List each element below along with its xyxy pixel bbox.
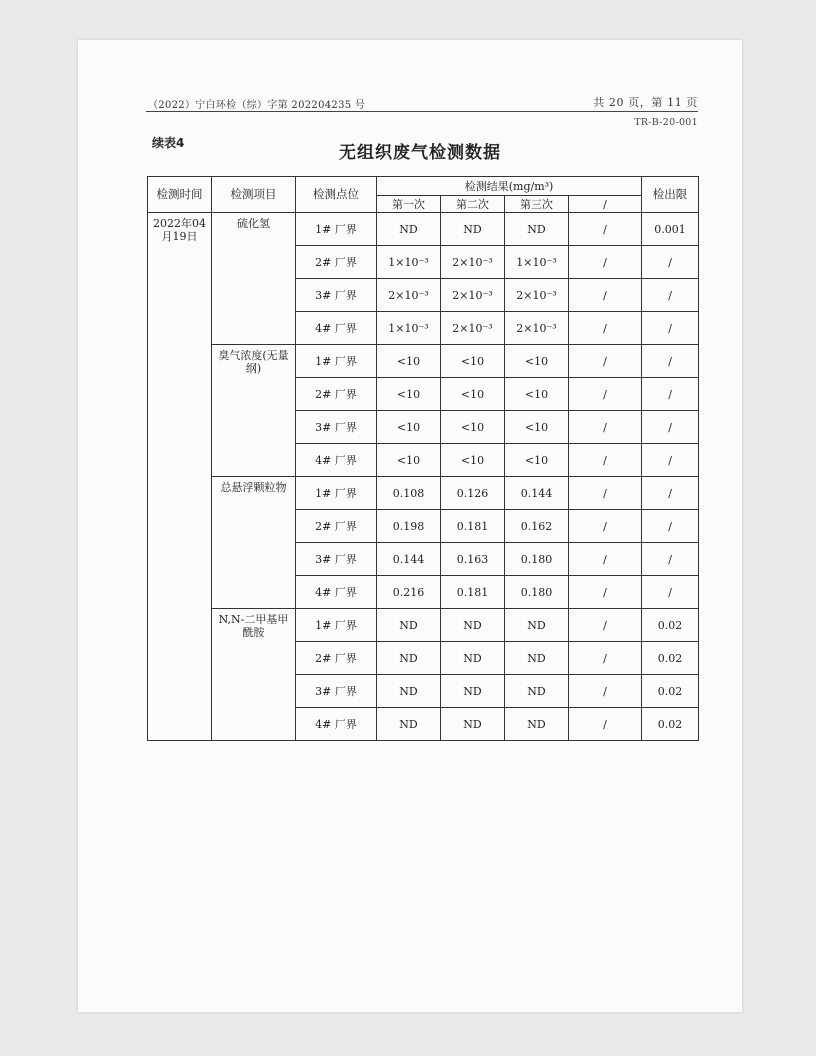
extra-cell: /	[569, 444, 642, 477]
value-cell: ND	[441, 609, 505, 642]
value-cell: 2×10⁻³	[505, 312, 569, 345]
value-cell: <10	[377, 411, 441, 444]
value-cell: 0.181	[441, 576, 505, 609]
table-row	[148, 345, 699, 378]
extra-cell: /	[569, 543, 642, 576]
extra-cell: /	[569, 345, 642, 378]
value-cell: <10	[377, 378, 441, 411]
item-cell: N,N-二甲基甲酰胺	[212, 609, 296, 741]
value-cell: 0.108	[377, 477, 441, 510]
document-code: TR-B-20-001	[634, 117, 698, 128]
value-cell: <10	[505, 345, 569, 378]
value-cell: ND	[377, 675, 441, 708]
extra-cell: /	[569, 312, 642, 345]
value-cell: <10	[505, 444, 569, 477]
header-point: 检测点位	[296, 177, 377, 213]
limit-cell: /	[642, 246, 699, 279]
extra-cell: /	[569, 378, 642, 411]
continuation-label: 续表4	[152, 136, 185, 150]
emission-data-table	[147, 176, 699, 741]
point-cell: 1# 厂界	[296, 477, 377, 510]
extra-cell: /	[569, 477, 642, 510]
extra-cell: /	[569, 609, 642, 642]
extra-cell: /	[569, 279, 642, 312]
point-cell: 2# 厂界	[296, 510, 377, 543]
header-time: 检测时间	[148, 177, 212, 213]
extra-cell: /	[569, 708, 642, 741]
value-cell: 0.144	[377, 543, 441, 576]
value-cell: <10	[441, 411, 505, 444]
item-cell: 臭气浓度(无量纲)	[212, 345, 296, 477]
value-cell: 0.126	[441, 477, 505, 510]
point-cell: 3# 厂界	[296, 279, 377, 312]
limit-cell: 0.02	[642, 609, 699, 642]
value-cell: ND	[377, 609, 441, 642]
limit-cell: 0.02	[642, 675, 699, 708]
header-item: 检测项目	[212, 177, 296, 213]
point-cell: 4# 厂界	[296, 444, 377, 477]
point-cell: 4# 厂界	[296, 312, 377, 345]
extra-cell: /	[569, 675, 642, 708]
extra-cell: /	[569, 411, 642, 444]
header-blank: /	[569, 196, 642, 213]
point-cell: 1# 厂界	[296, 609, 377, 642]
value-cell: 1×10⁻³	[505, 246, 569, 279]
value-cell: 2×10⁻³	[377, 279, 441, 312]
value-cell: ND	[441, 642, 505, 675]
header-rule	[146, 111, 698, 112]
value-cell: ND	[505, 609, 569, 642]
value-cell: <10	[505, 378, 569, 411]
value-cell: 0.198	[377, 510, 441, 543]
header-third: 第三次	[505, 196, 569, 213]
value-cell: <10	[377, 444, 441, 477]
header-second: 第二次	[441, 196, 505, 213]
report-number: （2022）宁白环检（综）字第 202204235 号	[148, 100, 366, 111]
extra-cell: /	[569, 576, 642, 609]
item-cell: 硫化氢	[212, 213, 296, 345]
extra-cell: /	[569, 642, 642, 675]
table-row	[148, 213, 699, 246]
value-cell: 2×10⁻³	[441, 312, 505, 345]
limit-cell: /	[642, 510, 699, 543]
limit-cell: /	[642, 378, 699, 411]
value-cell: 2×10⁻³	[505, 279, 569, 312]
header-limit: 检出限	[642, 177, 699, 213]
value-cell: 2×10⁻³	[441, 279, 505, 312]
value-cell: ND	[377, 708, 441, 741]
value-cell: 0.180	[505, 576, 569, 609]
value-cell: 1×10⁻³	[377, 246, 441, 279]
extra-cell: /	[569, 246, 642, 279]
point-cell: 1# 厂界	[296, 345, 377, 378]
point-cell: 4# 厂界	[296, 576, 377, 609]
limit-cell: /	[642, 543, 699, 576]
header-result: 检测结果(mg/m³)	[377, 177, 642, 196]
value-cell: <10	[441, 378, 505, 411]
value-cell: ND	[377, 642, 441, 675]
value-cell: ND	[505, 213, 569, 246]
point-cell: 3# 厂界	[296, 675, 377, 708]
point-cell: 2# 厂界	[296, 642, 377, 675]
limit-cell: /	[642, 312, 699, 345]
value-cell: ND	[377, 213, 441, 246]
value-cell: ND	[505, 708, 569, 741]
extra-cell: /	[569, 510, 642, 543]
value-cell: <10	[505, 411, 569, 444]
point-cell: 3# 厂界	[296, 543, 377, 576]
item-cell: 总悬浮颗粒物	[212, 477, 296, 609]
header-first: 第一次	[377, 196, 441, 213]
limit-cell: 0.001	[642, 213, 699, 246]
limit-cell: /	[642, 477, 699, 510]
value-cell: ND	[441, 708, 505, 741]
value-cell: <10	[441, 345, 505, 378]
value-cell: 0.163	[441, 543, 505, 576]
point-cell: 1# 厂界	[296, 213, 377, 246]
value-cell: ND	[441, 213, 505, 246]
limit-cell: /	[642, 576, 699, 609]
value-cell: ND	[441, 675, 505, 708]
value-cell: 1×10⁻³	[377, 312, 441, 345]
table-row	[148, 477, 699, 510]
limit-cell: /	[642, 444, 699, 477]
value-cell: ND	[505, 675, 569, 708]
value-cell: <10	[441, 444, 505, 477]
value-cell: <10	[377, 345, 441, 378]
date-cell: 2022年04月19日	[148, 213, 212, 741]
point-cell: 3# 厂界	[296, 411, 377, 444]
value-cell: 0.216	[377, 576, 441, 609]
value-cell: 0.144	[505, 477, 569, 510]
table-row	[148, 609, 699, 642]
table-title: 无组织废气检测数据	[339, 143, 501, 163]
page-info: 共 20 页，第 11 页	[593, 96, 698, 109]
limit-cell: /	[642, 345, 699, 378]
value-cell: 0.181	[441, 510, 505, 543]
value-cell: 2×10⁻³	[441, 246, 505, 279]
limit-cell: 0.02	[642, 708, 699, 741]
value-cell: 0.162	[505, 510, 569, 543]
limit-cell: /	[642, 279, 699, 312]
point-cell: 2# 厂界	[296, 378, 377, 411]
extra-cell: /	[569, 213, 642, 246]
limit-cell: /	[642, 411, 699, 444]
value-cell: 0.180	[505, 543, 569, 576]
point-cell: 4# 厂界	[296, 708, 377, 741]
point-cell: 2# 厂界	[296, 246, 377, 279]
limit-cell: 0.02	[642, 642, 699, 675]
value-cell: ND	[505, 642, 569, 675]
